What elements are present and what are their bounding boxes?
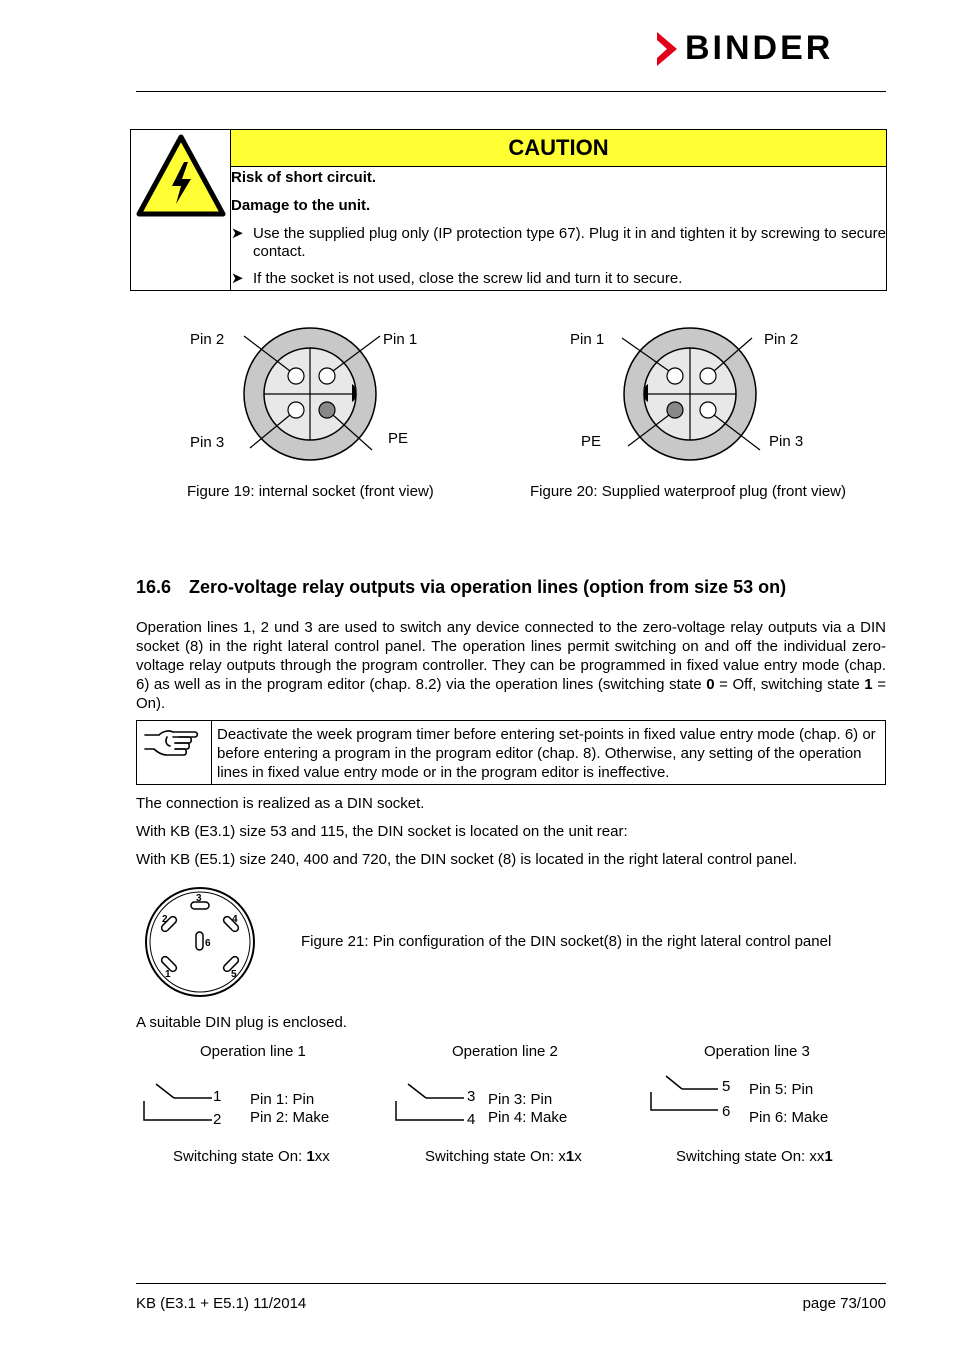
footer-document-id: KB (E3.1 + E5.1) 11/2014 <box>136 1295 307 1312</box>
state-prefix: Switching state On: <box>425 1148 559 1165</box>
caution-bullet <box>231 270 886 288</box>
state-prefix: Switching state On: <box>173 1148 307 1165</box>
caution-bullet <box>231 225 886 261</box>
fig19-label-pin1: Pin 1 <box>383 331 418 348</box>
operation-line-1-state <box>173 1148 330 1166</box>
fig19-caption: Figure 19: internal socket (front view) <box>187 483 434 500</box>
binder-logo <box>655 30 887 66</box>
logo-text: BINDER <box>685 29 834 67</box>
operation-line-3-desc-a: Pin 5: Pin <box>749 1081 814 1098</box>
fig20-caption: Figure 20: Supplied waterproof plug (front view) <box>530 483 846 500</box>
waterproof-plug-diagram <box>610 322 770 472</box>
fig19-label-pin2: Pin 2 <box>190 331 225 348</box>
fig20-label-pin1: Pin 1 <box>570 331 605 348</box>
state-bold: 1 <box>565 1148 575 1165</box>
header-rule <box>136 91 886 92</box>
caution-bullet-text: Use the supplied plug only (IP protection type 67). Plug it in and tighten it by screwing to secure contact. <box>253 225 886 260</box>
state-post: x <box>574 1148 582 1165</box>
section-heading <box>136 577 786 598</box>
din-pin-label: 4 <box>232 914 238 925</box>
operation-line-2-desc-b: Pin 4: Make <box>488 1109 568 1126</box>
operation-line-1-pin-b: 2 <box>213 1111 222 1128</box>
logo-mark-icon <box>655 32 679 66</box>
arrow-bullet-icon: ➤ <box>231 270 244 287</box>
internal-socket-diagram <box>230 322 390 472</box>
din-pin-label: 3 <box>196 893 202 904</box>
caution-line-1: Risk of short circuit. <box>231 169 377 186</box>
section-number: 16.6 <box>136 577 172 597</box>
operation-line-2-state <box>425 1148 582 1166</box>
paragraph-size-240: With KB (E5.1) size 240, 400 and 720, the DIN socket (8) is located in the right lateral control panel. <box>136 851 798 868</box>
operation-line-1-desc-a: Pin 1: Pin <box>250 1091 315 1108</box>
section-title: Zero-voltage relay outputs via operation lines (option from size 53 on) <box>189 577 787 597</box>
operation-line-3-pin-a: 5 <box>722 1078 731 1095</box>
operation-line-3-desc-b: Pin 6: Make <box>749 1109 829 1126</box>
state-on-text: = On). <box>136 676 886 712</box>
caution-box <box>130 129 887 291</box>
operation-line-1-pin-a: 1 <box>213 1088 222 1105</box>
caution-line-2: Damage to the unit. <box>231 197 371 214</box>
operation-line-1-title: Operation line 1 <box>200 1043 306 1060</box>
arrow-bullet-icon: ➤ <box>231 225 244 242</box>
fig20-label-pin3: Pin 3 <box>769 433 804 450</box>
pointing-hand-icon <box>137 721 211 784</box>
fig20-label-pin2: Pin 2 <box>764 331 799 348</box>
state-prefix: Switching state On: <box>676 1148 810 1165</box>
high-voltage-warning-icon <box>136 134 226 218</box>
operation-line-1-contact-icon <box>140 1082 220 1128</box>
caution-icon-cell <box>131 130 231 291</box>
state-bold: 1 <box>306 1148 315 1165</box>
operation-line-3-contact-icon <box>646 1072 726 1118</box>
state-bold: 1 <box>824 1148 833 1165</box>
operation-line-3-title: Operation line 3 <box>704 1043 810 1060</box>
operation-line-2-contact-icon <box>392 1082 472 1128</box>
din-socket-diagram <box>140 886 260 1002</box>
note-text: Deactivate the week program timer before entering set-points in fixed value entry mode (chap. 6) or before entering a program in the program editor (chap. 8). Otherwise, any setting of the operation lines in fixed value entry mode or in the program editor is ineffective. <box>217 726 876 781</box>
footer-rule <box>136 1283 886 1284</box>
din-pin-label: 2 <box>162 914 168 925</box>
paragraph-din-plug: A suitable DIN plug is enclosed. <box>136 1014 347 1031</box>
state-off-text: = Off, switching state <box>714 676 865 693</box>
caution-bullet-text: If the socket is not used, close the screw lid and turn it to secure. <box>253 270 683 287</box>
fig19-label-pin3: Pin 3 <box>190 434 225 451</box>
caution-title: CAUTION <box>231 130 887 167</box>
operation-line-2-pin-b: 4 <box>467 1111 476 1128</box>
operation-line-2-title: Operation line 2 <box>452 1043 558 1060</box>
din-pin-label: 6 <box>205 938 211 949</box>
state-on-value: 1 <box>864 676 873 693</box>
operation-line-2-pin-a: 3 <box>467 1088 476 1105</box>
state-pre: xx <box>809 1148 825 1165</box>
operation-line-3-pin-b: 6 <box>722 1103 731 1120</box>
footer-page-number: page 73/100 <box>802 1295 886 1312</box>
fig21-caption: Figure 21: Pin configuration of the DIN socket(8) in the right lateral control panel <box>301 933 832 950</box>
state-post: xx <box>314 1148 330 1165</box>
caution-content <box>231 167 887 291</box>
din-pin-label: 1 <box>165 969 171 980</box>
paragraph-connection: The connection is realized as a DIN socket. <box>136 795 425 812</box>
state-off-value: 0 <box>706 676 715 693</box>
operation-line-1-desc-b: Pin 2: Make <box>250 1109 330 1126</box>
section-intro-paragraph <box>136 618 886 713</box>
din-pin-label: 5 <box>231 969 237 980</box>
operation-line-2-desc-a: Pin 3: Pin <box>488 1091 553 1108</box>
paragraph-size-53: With KB (E3.1) size 53 and 115, the DIN socket is located on the unit rear: <box>136 823 628 840</box>
fig19-label-pe: PE <box>388 430 409 447</box>
note-box <box>136 720 886 785</box>
note-icon-cell <box>137 721 212 784</box>
state-pre: x <box>558 1148 566 1165</box>
intro-text: Operation lines 1, 2 und 3 are used to switch any device connected to the zero-voltage relay outputs via a DIN socket (8) in the right lateral control panel. The operation lines permit switching on and off the individual zero-voltage relay outputs through the program controller. They can be programmed in fixed value entry mode (chap. 6) as well as in the program editor (chap. 8.2) via the operation lines (switching state <box>136 619 886 693</box>
fig20-label-pe: PE <box>581 433 602 450</box>
operation-line-3-state <box>676 1148 833 1166</box>
